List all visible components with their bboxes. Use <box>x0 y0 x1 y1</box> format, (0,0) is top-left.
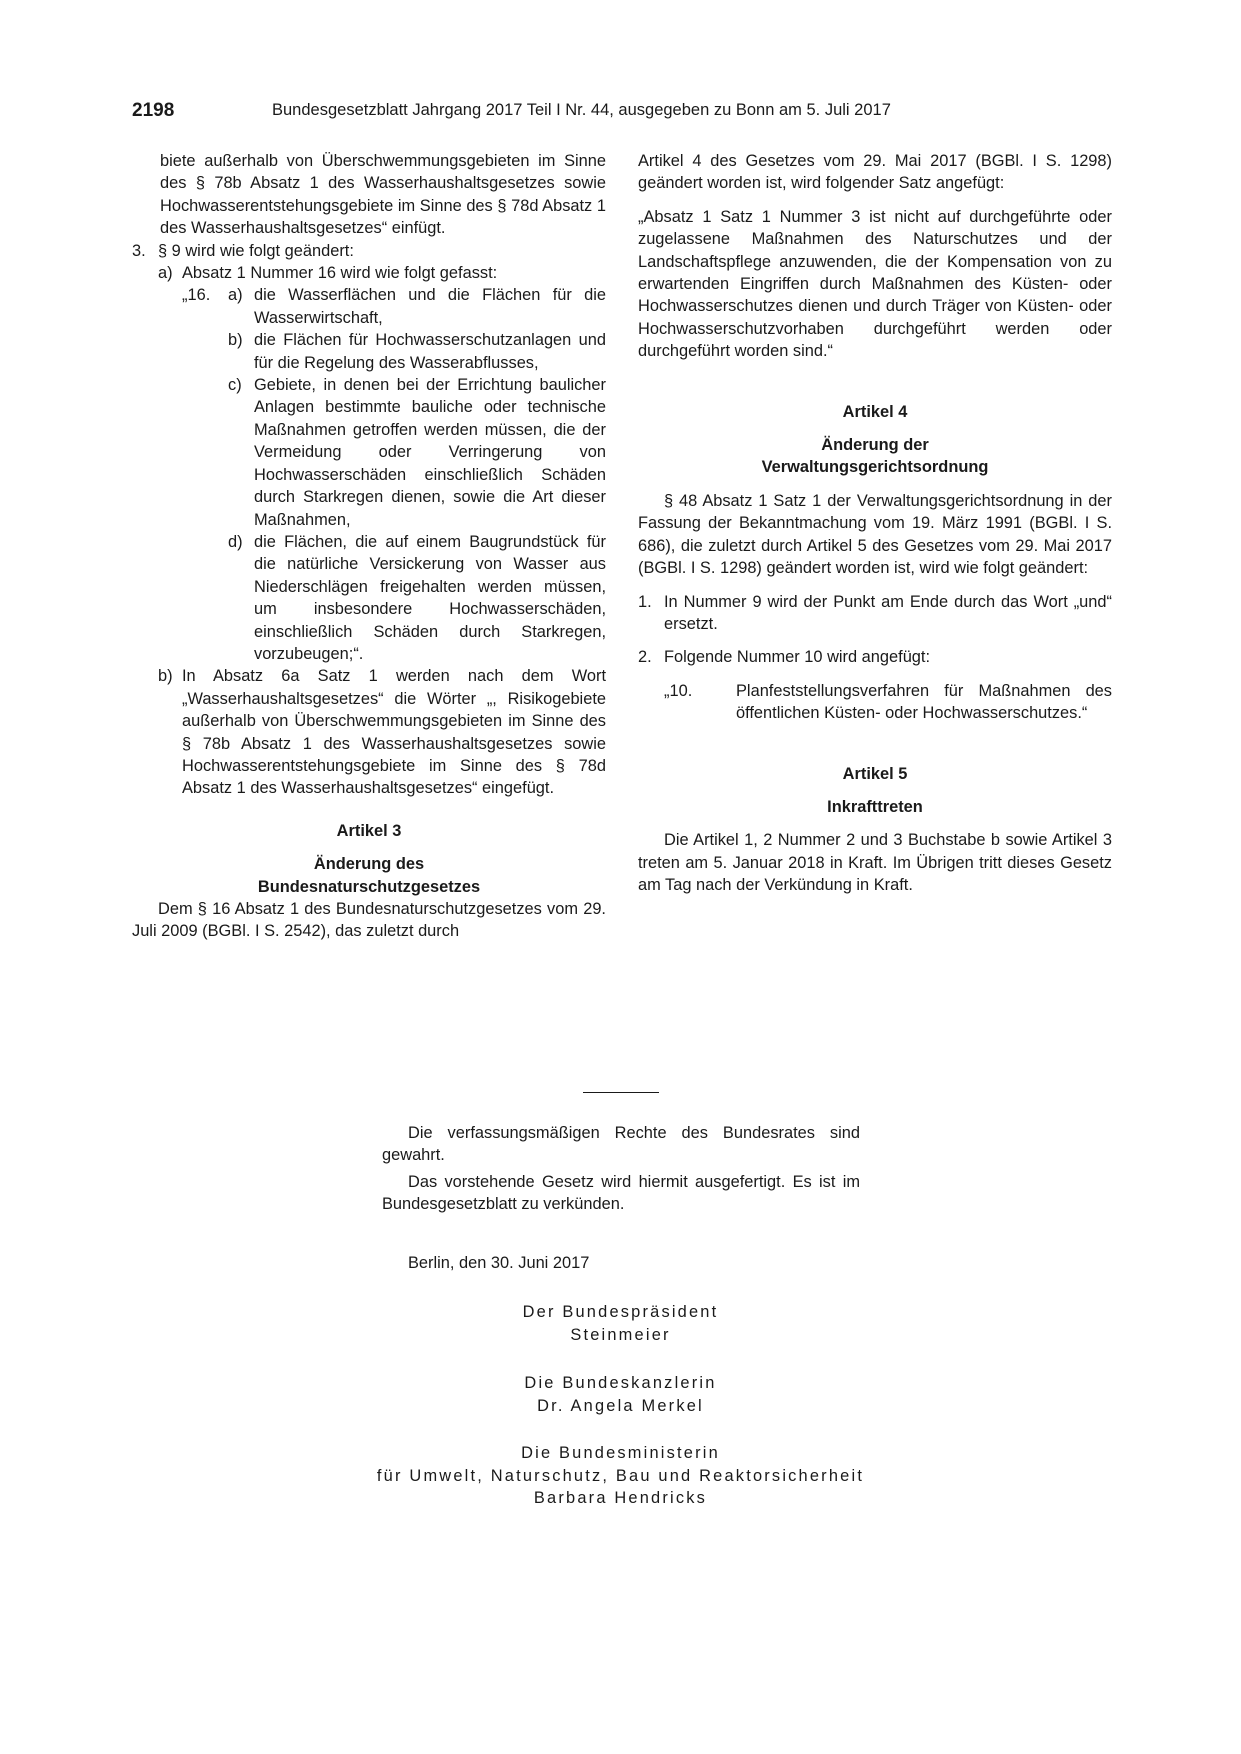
signature-name: Barbara Hendricks <box>533 1489 708 1508</box>
item-label: 2. <box>638 648 652 667</box>
article-5-heading: Artikel 5 <box>842 764 908 783</box>
running-head: Bundesgesetzblatt Jahrgang 2017 Teil I Nr. 44, ausgegeben zu Bonn am 5. Juli 2017 <box>272 101 891 119</box>
signature-block-chancellor <box>200 1372 1041 1417</box>
signature-department: für Umwelt, Naturschutz, Bau und Reaktorsicherheit <box>376 1466 865 1485</box>
list-item-3a <box>132 262 606 284</box>
left-column <box>132 150 606 943</box>
item-label: b) <box>158 667 173 686</box>
closing-paragraph-1: Die verfassungsmäßigen Rechte des Bundesrates sind gewahrt. <box>382 1124 860 1165</box>
article-4-heading: Artikel 4 <box>842 402 908 421</box>
article-4-intro: § 48 Absatz 1 Satz 1 der Verwaltungsgerichtsordnung in der Fassung der Bekanntmachung vom 19. März 1991 (BGBl. I S. 686), die zuletzt durch Artikel 5 des Gesetzes vom 29. Mai 2017 (BGBl. I S. 1298) geändert worden ist, wird wie folgt geändert: <box>638 491 1112 578</box>
item-text: Absatz 1 Nummer 16 wird wie folgt gefasst: <box>182 264 498 283</box>
signature-role: Die Bundeskanzlerin <box>524 1374 717 1392</box>
quoted-item-16b <box>182 329 606 374</box>
quoted-number-10 <box>638 680 1112 725</box>
article-3-title-line-2: Bundesnaturschutzgesetzes <box>257 877 481 896</box>
list-item-3 <box>132 240 606 262</box>
closing-paragraph-2: Das vorstehende Gesetz wird hiermit ausgefertigt. Es ist im Bundesgesetzblatt zu verkünden. <box>382 1172 860 1214</box>
quoted-item-16d <box>182 531 606 665</box>
item-label: 1. <box>638 592 652 611</box>
quoted-item-16c <box>182 374 606 531</box>
continuation-paragraph: biete außerhalb von Überschwemmungsgebieten im Sinne des § 78b Absatz 1 des Wasserhaushaltsgesetzes sowie Hochwasserentstehungsgebiete im Sinne des § 78d Absatz 1 des Wasserhaushaltsgesetzes“ einfügt. <box>160 152 606 238</box>
item-label: c) <box>228 376 242 395</box>
closing-formula <box>382 1122 860 1274</box>
article-4-item-2 <box>638 646 1112 668</box>
separator-rule <box>583 1092 659 1093</box>
signature-name: Dr. Angela Merkel <box>537 1396 704 1415</box>
item-text: die Wasserflächen und die Flächen für die Wasserwirtschaft, <box>254 286 606 327</box>
item-label: d) <box>228 532 243 551</box>
quoted-item-16a <box>182 284 606 329</box>
item-text: Gebiete, in denen bei der Errichtung baulicher Anlagen bestimmte bauliche oder technische Maßnahmen getroffen werden müssen, die der Vermeidung oder Verringerung von Hochwasserschäden einschließlich Schäden durch Starkregen dienen, sowie die Art dieser Maßnahmen, <box>254 376 606 529</box>
item-label: b) <box>228 331 243 350</box>
signature-block-president <box>200 1301 1041 1346</box>
item-label: a) <box>228 286 243 305</box>
item-text: Folgende Nummer 10 wird angefügt: <box>664 648 931 667</box>
article-3-text: Dem § 16 Absatz 1 des Bundesnaturschutzgesetzes vom 29. Juli 2009 (BGBl. I S. 2542), das zuletzt durch <box>132 900 606 941</box>
article-3-heading: Artikel 3 <box>336 821 402 840</box>
place-date: Berlin, den 30. Juni 2017 <box>408 1253 590 1272</box>
article-4-title-line-1: Änderung der <box>821 436 929 455</box>
article-3-title-line-1: Änderung des <box>313 855 425 874</box>
article-4-item-1 <box>638 591 1112 636</box>
article-5-title: Inkrafttreten <box>827 797 923 816</box>
amendment-quote: „Absatz 1 Satz 1 Nummer 3 ist nicht auf durchgeführte oder zugelassene Maßnahmen des Naturschutzes und der Landschaftspflege anzuwenden, die der Kompensation von zu erwartenden Eingriffen durch Maßnahmen des Küsten- oder Hochwasserschutzes dienen und durch Träger von Küsten- oder Hochwasserschutzvorhaben durchgeführt werden oder durchgeführt worden sind.“ <box>638 207 1112 361</box>
right-column <box>638 150 1112 897</box>
signature-role: Der Bundespräsident <box>522 1303 719 1321</box>
item-text: In Nummer 9 wird der Punkt am Ende durch das Wort „und“ ersetzt. <box>664 592 1112 633</box>
quoted-number-16 <box>132 284 606 665</box>
page-number: 2198 <box>132 100 175 121</box>
continuation-paragraph: Artikel 4 des Gesetzes vom 29. Mai 2017 (BGBl. I S. 1298) geändert worden ist, wird folgender Satz angefügt: <box>638 152 1112 193</box>
signature-block-minister <box>200 1442 1041 1510</box>
item-text: § 9 wird wie folgt geändert: <box>158 241 354 260</box>
item-text: In Absatz 6a Satz 1 werden nach dem Wort „Wasserhaushaltsgesetzes“ die Wörter „, Risikogebiete außerhalb von Überschwemmungsgebieten im Sinne des § 78b Absatz 1 des Wasserhaushaltsgesetzes sowie Hochwasserentstehungsgebiete im Sinne des § 78d Absatz 1 des Wasserhaushaltsgesetzes“ eingefügt. <box>182 667 606 798</box>
quote-number-label: „16. <box>182 286 211 305</box>
signature-name: Steinmeier <box>570 1325 671 1344</box>
list-item-3b <box>132 665 606 799</box>
item-text: die Flächen, die auf einem Baugrundstück für die natürliche Versickerung von Wasser aus Niederschlägen freigehalten werden müssen, um insbesondere Hochwasserschäden, einschließlich Schäden durch Starkregen, vorzubeugen;“. <box>254 532 606 663</box>
item-label: 3. <box>132 241 146 260</box>
quote-number-label: „10. <box>664 681 693 700</box>
signature-role: Die Bundesministerin <box>521 1444 720 1462</box>
item-label: a) <box>158 264 173 283</box>
article-4-title-line-2: Verwaltungsgerichtsordnung <box>761 458 989 477</box>
item-text: Planfeststellungsverfahren für Maßnahmen des öffentlichen Küsten- oder Hochwasserschutzes.“ <box>736 681 1112 723</box>
item-text: die Flächen für Hochwasserschutzanlagen und für die Regelung des Wasserabflusses, <box>254 331 606 372</box>
article-5-text: Die Artikel 1, 2 Nummer 2 und 3 Buchstabe b sowie Artikel 3 treten am 5. Januar 2018 in Kraft. Im Übrigen tritt dieses Gesetz am Tag nach der Verkündung in Kraft. <box>638 831 1112 895</box>
